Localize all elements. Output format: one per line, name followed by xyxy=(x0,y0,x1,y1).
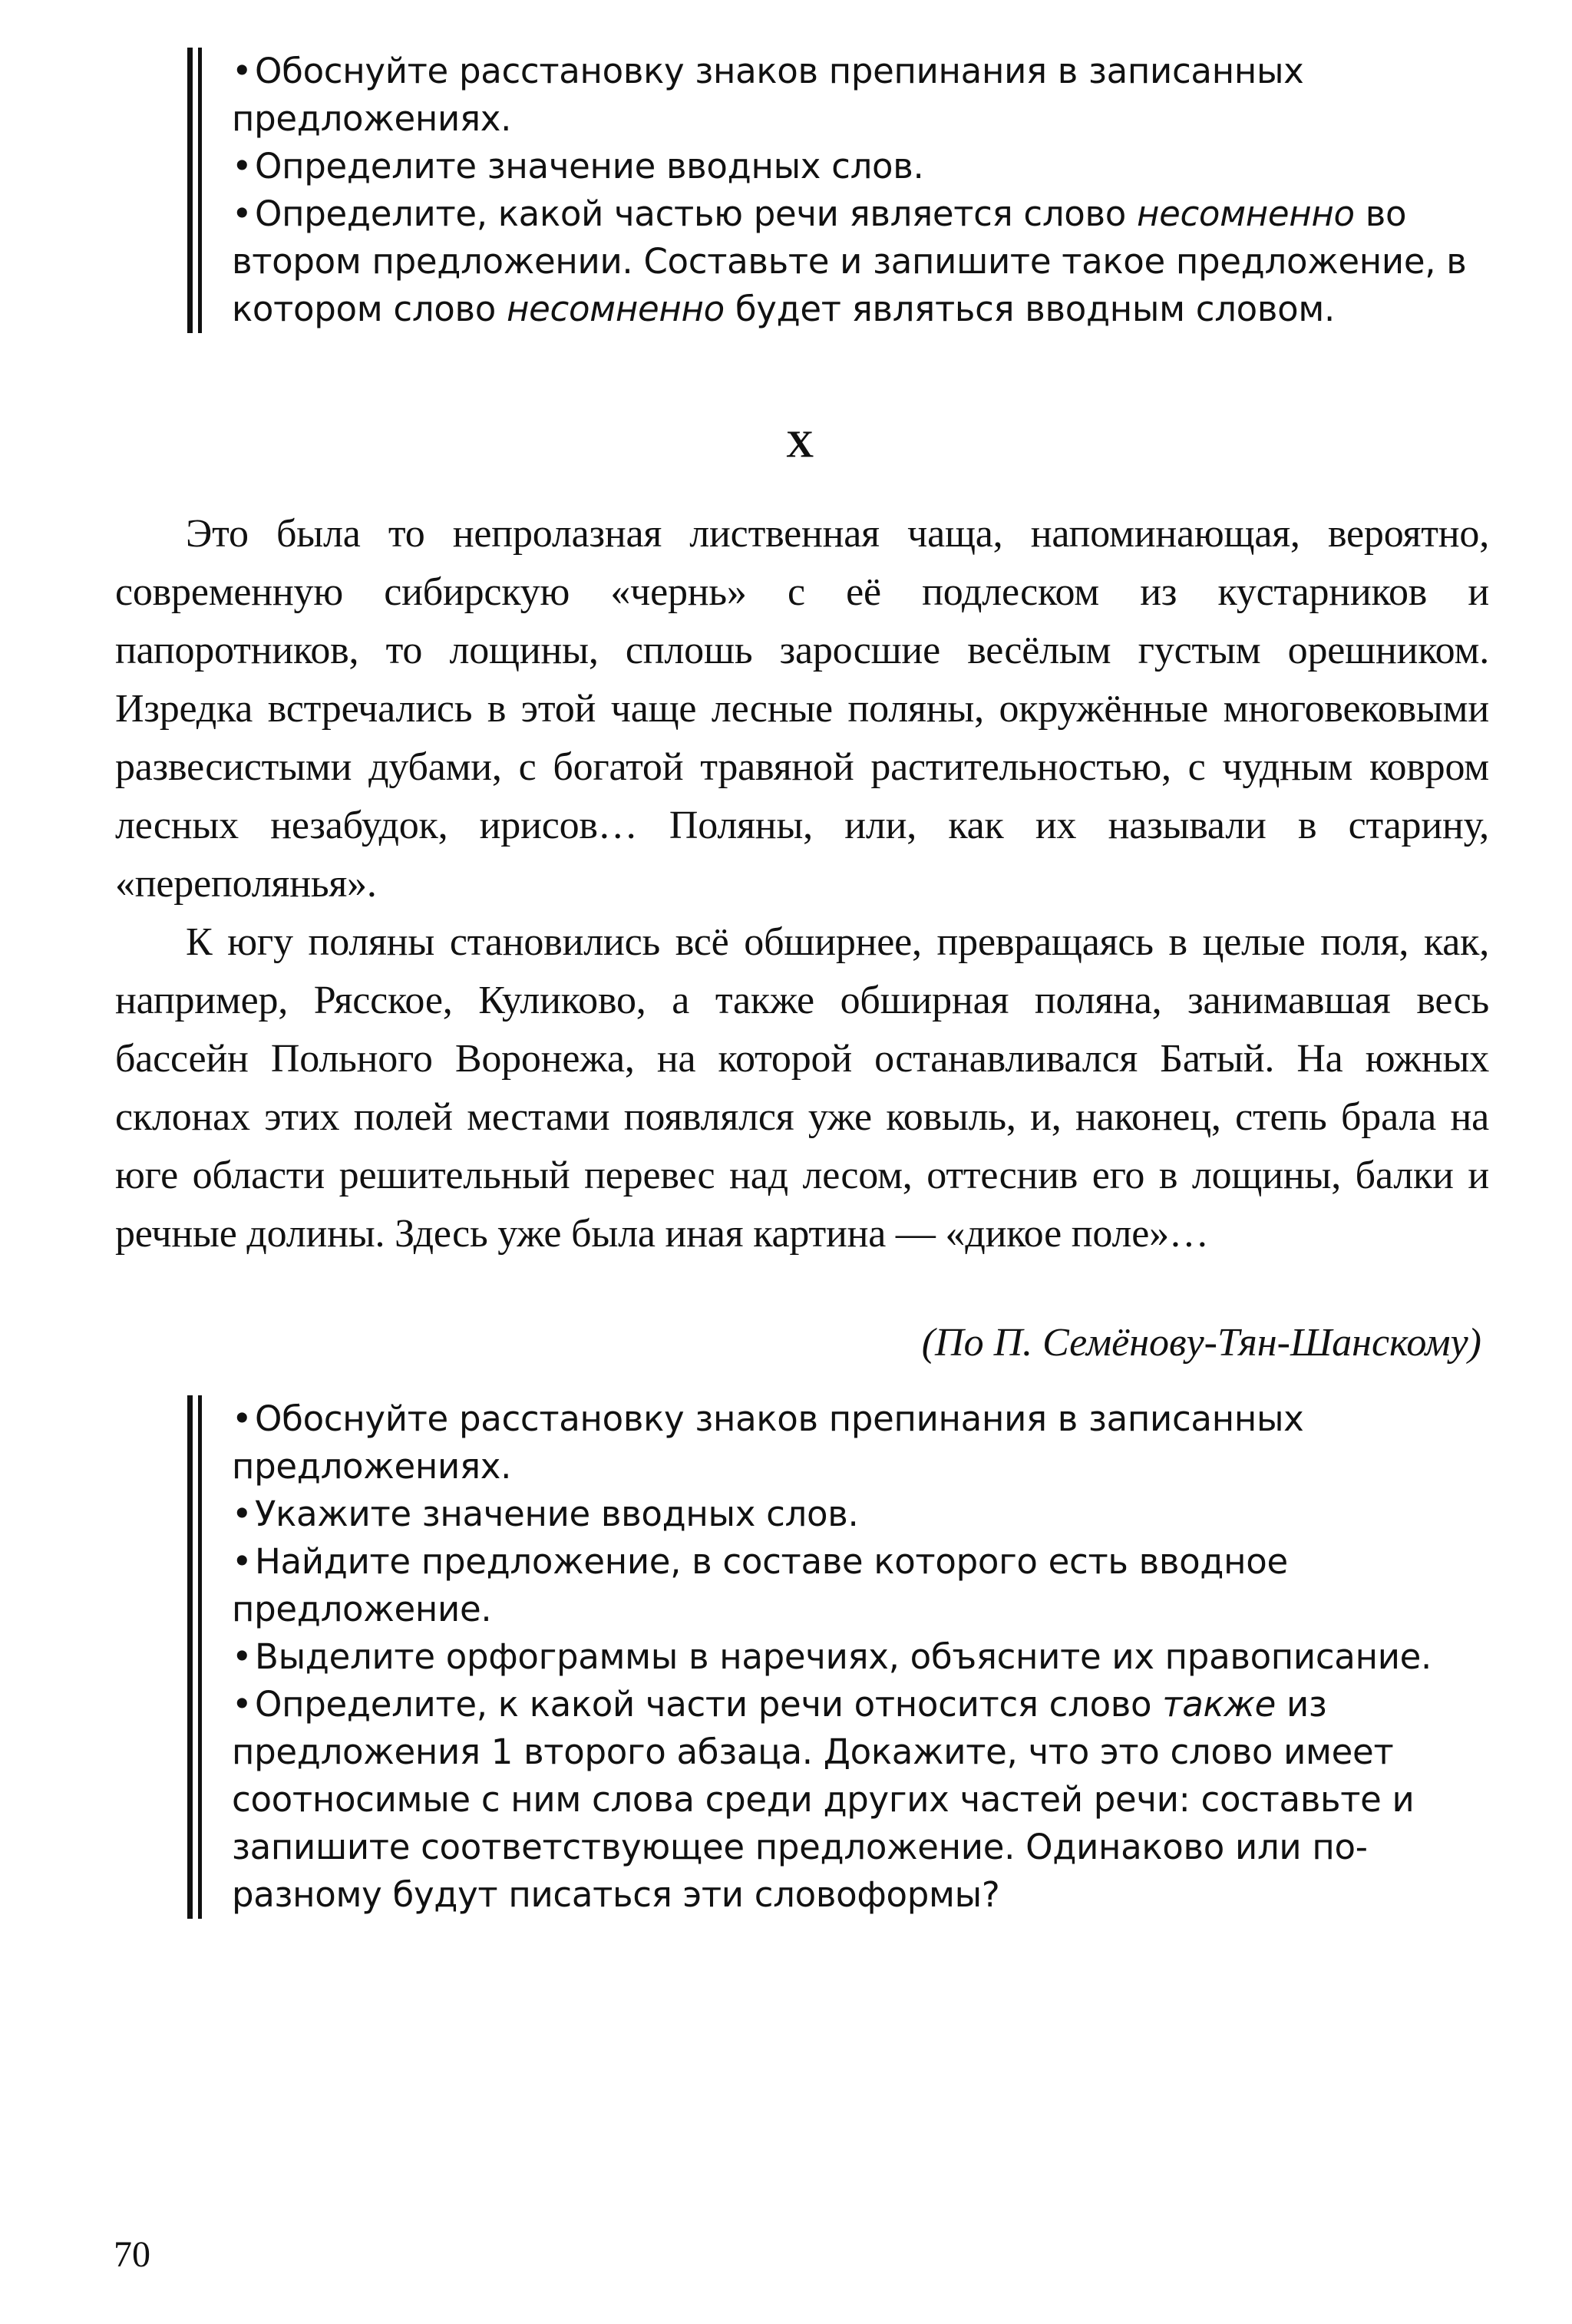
task-item xyxy=(232,1681,1484,1919)
task-text: Определите, к какой части речи относится слово xyxy=(255,1684,1163,1725)
task-italic-word: несомненно xyxy=(1136,193,1355,234)
attribution: (По П. Семёнову-Тян-Шанскому) xyxy=(921,1321,1481,1365)
task-text: Укажите значение вводных слов. xyxy=(255,1494,859,1534)
task-text: Определите значение вводных слов. xyxy=(255,146,924,187)
task-text: Найдите предложение, в составе которого есть вводное предложение. xyxy=(232,1541,1288,1629)
task-text: из предложения 1 второго абзаца. Докажите, что это слово имеет соотносимые с ним слова среди других частей речи: составьте и запишите соответствующее предложение. Одинаково или по-разному будут писаться эти словоформы? xyxy=(232,1684,1415,1915)
bullet-icon: • xyxy=(232,146,253,187)
section-heading: X xyxy=(785,422,814,465)
task-block-top xyxy=(187,48,1484,333)
task-list xyxy=(232,1395,1484,1919)
task-block-rule xyxy=(187,1395,204,1919)
task-text: во втором предложении. Составьте и запишите такое предложение, в котором слово xyxy=(232,193,1467,329)
task-item xyxy=(232,1395,1484,1490)
page-number: 70 xyxy=(114,2234,150,2275)
task-italic-word: несомненно xyxy=(507,289,725,329)
body-text xyxy=(115,505,1489,1263)
body-paragraph: Это была то непролазная лиственная чаща, напоминающая, вероятно, современную сибирскую «чернь» с её подлеском из кустарников и папоротников, то лощины, сплошь заросшие весёлым густым орешником. Изредка встречались в этой чаще лесные поляны, окружённые многовековыми развесистыми дубами, с богатой травяной растительностью, с чудным ковром лесных незабудок, ирисов… Поляны, или, как их называли в старину, «переполянья». xyxy=(115,512,1489,906)
body-paragraph: К югу поляны становились всё обширнее, превращаясь в целые поля, как, например, Рясское, Куликово, а также обширная поляна, занимавшая весь бассейн Польного Воронежа, на которой останавливался Батый. На южных склонах этих полей местами появлялся уже ковыль, и, наконец, степь брала на юге области решительный перевес над лесом, оттеснив его в лощины, балки и речные долины. Здесь уже была иная картина — «дикое поле»… xyxy=(115,920,1489,1256)
bullet-icon: • xyxy=(232,1494,253,1534)
bullet-icon: • xyxy=(232,51,253,91)
task-italic-word: также xyxy=(1162,1684,1276,1725)
task-item xyxy=(232,190,1484,333)
bullet-icon: • xyxy=(232,1636,253,1677)
bullet-icon: • xyxy=(232,1398,253,1439)
task-text: Обоснуйте расстановку знаков препинания в записанных предложениях. xyxy=(232,1398,1304,1487)
bullet-icon: • xyxy=(232,1684,253,1725)
task-item xyxy=(232,1538,1484,1633)
task-item xyxy=(232,1490,1484,1538)
task-item xyxy=(232,143,1484,190)
task-text: Выделите орфограммы в наречиях, объясните их правописание. xyxy=(255,1636,1432,1677)
bullet-icon: • xyxy=(232,193,253,234)
bullet-icon: • xyxy=(232,1541,253,1582)
task-item xyxy=(232,48,1484,143)
task-block-rule xyxy=(187,48,204,333)
task-text: Обоснуйте расстановку знаков препинания в записанных предложениях. xyxy=(232,51,1304,139)
task-list xyxy=(232,48,1484,333)
task-text: Определите, какой частью речи является слово xyxy=(255,193,1137,234)
task-text: будет являться вводным словом. xyxy=(724,289,1336,329)
task-item xyxy=(232,1633,1484,1681)
task-block-bottom xyxy=(187,1395,1484,1919)
